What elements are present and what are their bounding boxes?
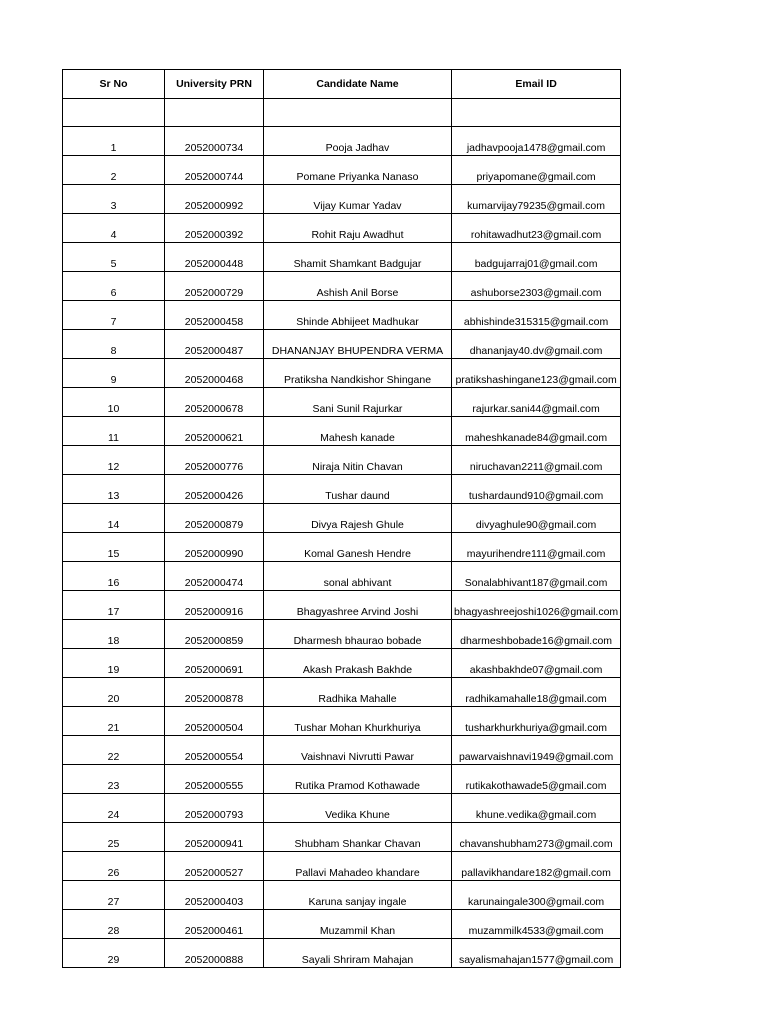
- email-cell: pratikshashingane123@gmail.com: [452, 359, 621, 388]
- candidate-name-cell: sonal abhivant: [264, 562, 452, 591]
- sr-no-cell: 26: [63, 852, 165, 881]
- prn-cell: 2052000776: [165, 446, 264, 475]
- table-row: [63, 272, 621, 301]
- email-cell: Sonalabhivant187@gmail.com: [452, 562, 621, 591]
- sr-no-cell: 20: [63, 678, 165, 707]
- sr-no-cell: 14: [63, 504, 165, 533]
- sr-no-cell: 27: [63, 881, 165, 910]
- sr-no-cell: 6: [63, 272, 165, 301]
- sr-no-cell: 8: [63, 330, 165, 359]
- sr-no-cell: 22: [63, 736, 165, 765]
- prn-cell: 2052000691: [165, 649, 264, 678]
- prn-cell: 2052000392: [165, 214, 264, 243]
- table-row: [63, 620, 621, 649]
- prn-cell: 2052000426: [165, 475, 264, 504]
- candidate-name-cell: Mahesh kanade: [264, 417, 452, 446]
- prn-cell: 2052000403: [165, 881, 264, 910]
- table-row: [63, 214, 621, 243]
- candidate-name-cell: Dharmesh bhaurao bobade: [264, 620, 452, 649]
- candidate-name-cell: Pomane Priyanka Nanaso: [264, 156, 452, 185]
- prn-cell: 2052000504: [165, 707, 264, 736]
- prn-cell: 2052000916: [165, 591, 264, 620]
- candidate-name-cell: DHANANJAY BHUPENDRA VERMA: [264, 330, 452, 359]
- email-cell: abhishinde315315@gmail.com: [452, 301, 621, 330]
- email-cell: priyapomane@gmail.com: [452, 156, 621, 185]
- candidate-name-cell: Tushar Mohan Khurkhuriya: [264, 707, 452, 736]
- prn-cell: 2052000878: [165, 678, 264, 707]
- email-cell: ashuborse2303@gmail.com: [452, 272, 621, 301]
- blank-cell: [165, 99, 264, 127]
- sr-no-cell: 11: [63, 417, 165, 446]
- prn-cell: 2052000555: [165, 765, 264, 794]
- sr-no-cell: 10: [63, 388, 165, 417]
- email-cell: dhananjay40.dv@gmail.com: [452, 330, 621, 359]
- email-cell: radhikamahalle18@gmail.com: [452, 678, 621, 707]
- table-row: [63, 562, 621, 591]
- candidate-name-cell: Vaishnavi Nivrutti Pawar: [264, 736, 452, 765]
- sr-no-cell: 1: [63, 127, 165, 156]
- sr-no-cell: 24: [63, 794, 165, 823]
- table-row: [63, 446, 621, 475]
- candidate-name-cell: Divya Rajesh Ghule: [264, 504, 452, 533]
- sr-no-cell: 28: [63, 910, 165, 939]
- sr-no-cell: 9: [63, 359, 165, 388]
- table-row: [63, 678, 621, 707]
- table-row: [63, 156, 621, 185]
- table-row: [63, 591, 621, 620]
- table-row: [63, 359, 621, 388]
- email-cell: dharmeshbobade16@gmail.com: [452, 620, 621, 649]
- prn-cell: 2052000468: [165, 359, 264, 388]
- prn-cell: 2052000474: [165, 562, 264, 591]
- prn-cell: 2052000678: [165, 388, 264, 417]
- table-row: [63, 649, 621, 678]
- email-cell: sayalismahajan1577@gmail.com: [452, 939, 621, 968]
- table-row: [63, 736, 621, 765]
- table-row: [63, 185, 621, 214]
- sr-no-cell: 13: [63, 475, 165, 504]
- table-row: [63, 475, 621, 504]
- prn-cell: 2052000992: [165, 185, 264, 214]
- table-row: [63, 533, 621, 562]
- candidate-name-cell: Pooja Jadhav: [264, 127, 452, 156]
- email-cell: akashbakhde07@gmail.com: [452, 649, 621, 678]
- blank-row: [63, 99, 621, 127]
- candidate-name-cell: Shubham Shankar Chavan: [264, 823, 452, 852]
- table-row: [63, 794, 621, 823]
- email-cell: tusharkhurkhuriya@gmail.com: [452, 707, 621, 736]
- sr-no-cell: 29: [63, 939, 165, 968]
- email-cell: kumarvijay79235@gmail.com: [452, 185, 621, 214]
- table-row: [63, 417, 621, 446]
- prn-cell: 2052000793: [165, 794, 264, 823]
- sr-no-cell: 5: [63, 243, 165, 272]
- candidate-name-cell: Niraja Nitin Chavan: [264, 446, 452, 475]
- candidate-name-cell: Shinde Abhijeet Madhukar: [264, 301, 452, 330]
- sr-no-cell: 12: [63, 446, 165, 475]
- candidate-name-cell: Karuna sanjay ingale: [264, 881, 452, 910]
- sr-no-cell: 15: [63, 533, 165, 562]
- prn-cell: 2052000734: [165, 127, 264, 156]
- candidate-name-cell: Shamit Shamkant Badgujar: [264, 243, 452, 272]
- candidate-name-cell: Tushar daund: [264, 475, 452, 504]
- prn-cell: 2052000554: [165, 736, 264, 765]
- candidate-name-cell: Rohit Raju Awadhut: [264, 214, 452, 243]
- email-cell: pawarvaishnavi1949@gmail.com: [452, 736, 621, 765]
- sr-no-cell: 23: [63, 765, 165, 794]
- table-row: [63, 823, 621, 852]
- prn-cell: 2052000729: [165, 272, 264, 301]
- candidate-name-cell: Ashish Anil Borse: [264, 272, 452, 301]
- prn-cell: 2052000487: [165, 330, 264, 359]
- sr-no-cell: 25: [63, 823, 165, 852]
- table-row: [63, 881, 621, 910]
- table-row: [63, 852, 621, 881]
- prn-cell: 2052000990: [165, 533, 264, 562]
- email-cell: rutikakothawade5@gmail.com: [452, 765, 621, 794]
- candidate-name-cell: Pratiksha Nandkishor Shingane: [264, 359, 452, 388]
- email-cell: rajurkar.sani44@gmail.com: [452, 388, 621, 417]
- sr-no-cell: 16: [63, 562, 165, 591]
- prn-cell: 2052000859: [165, 620, 264, 649]
- header-sr-no: Sr No: [63, 70, 165, 99]
- table-row: [63, 243, 621, 272]
- table-row: [63, 301, 621, 330]
- table-body: [63, 99, 621, 968]
- sr-no-cell: 19: [63, 649, 165, 678]
- candidate-name-cell: Vijay Kumar Yadav: [264, 185, 452, 214]
- email-cell: karunaingale300@gmail.com: [452, 881, 621, 910]
- email-cell: pallavikhandare182@gmail.com: [452, 852, 621, 881]
- candidate-name-cell: Pallavi Mahadeo khandare: [264, 852, 452, 881]
- sr-no-cell: 7: [63, 301, 165, 330]
- candidate-table: [62, 69, 621, 968]
- prn-cell: 2052000448: [165, 243, 264, 272]
- candidate-name-cell: Komal Ganesh Hendre: [264, 533, 452, 562]
- table-row: [63, 910, 621, 939]
- header-candidate-name: Candidate Name: [264, 70, 452, 99]
- candidate-name-cell: Radhika Mahalle: [264, 678, 452, 707]
- email-cell: tushardaund910@gmail.com: [452, 475, 621, 504]
- prn-cell: 2052000941: [165, 823, 264, 852]
- candidate-name-cell: Bhagyashree Arvind Joshi: [264, 591, 452, 620]
- sr-no-cell: 21: [63, 707, 165, 736]
- email-cell: jadhavpooja1478@gmail.com: [452, 127, 621, 156]
- email-cell: maheshkanade84@gmail.com: [452, 417, 621, 446]
- candidate-name-cell: Muzammil Khan: [264, 910, 452, 939]
- email-cell: badgujarraj01@gmail.com: [452, 243, 621, 272]
- email-cell: mayurihendre111@gmail.com: [452, 533, 621, 562]
- email-cell: chavanshubham273@gmail.com: [452, 823, 621, 852]
- table-row: [63, 765, 621, 794]
- prn-cell: 2052000744: [165, 156, 264, 185]
- sr-no-cell: 4: [63, 214, 165, 243]
- candidate-name-cell: Rutika Pramod Kothawade: [264, 765, 452, 794]
- sr-no-cell: 17: [63, 591, 165, 620]
- table-row: [63, 127, 621, 156]
- email-cell: khune.vedika@gmail.com: [452, 794, 621, 823]
- table-row: [63, 939, 621, 968]
- blank-cell: [264, 99, 452, 127]
- header-email-id: Email ID: [452, 70, 621, 99]
- prn-cell: 2052000621: [165, 417, 264, 446]
- prn-cell: 2052000879: [165, 504, 264, 533]
- header-row: [63, 70, 621, 99]
- sr-no-cell: 3: [63, 185, 165, 214]
- table-row: [63, 707, 621, 736]
- header-university-prn: University PRN: [165, 70, 264, 99]
- prn-cell: 2052000461: [165, 910, 264, 939]
- table-row: [63, 504, 621, 533]
- table-row: [63, 330, 621, 359]
- blank-cell: [452, 99, 621, 127]
- email-cell: divyaghule90@gmail.com: [452, 504, 621, 533]
- table-row: [63, 388, 621, 417]
- email-cell: niruchavan2211@gmail.com: [452, 446, 621, 475]
- email-cell: bhagyashreejoshi1026@gmail.com: [452, 591, 621, 620]
- candidate-name-cell: Vedika Khune: [264, 794, 452, 823]
- email-cell: muzammilk4533@gmail.com: [452, 910, 621, 939]
- prn-cell: 2052000527: [165, 852, 264, 881]
- candidate-name-cell: Akash Prakash Bakhde: [264, 649, 452, 678]
- email-cell: rohitawadhut23@gmail.com: [452, 214, 621, 243]
- candidate-name-cell: Sayali Shriram Mahajan: [264, 939, 452, 968]
- sr-no-cell: 2: [63, 156, 165, 185]
- sr-no-cell: 18: [63, 620, 165, 649]
- blank-cell: [63, 99, 165, 127]
- candidate-name-cell: Sani Sunil Rajurkar: [264, 388, 452, 417]
- prn-cell: 2052000458: [165, 301, 264, 330]
- prn-cell: 2052000888: [165, 939, 264, 968]
